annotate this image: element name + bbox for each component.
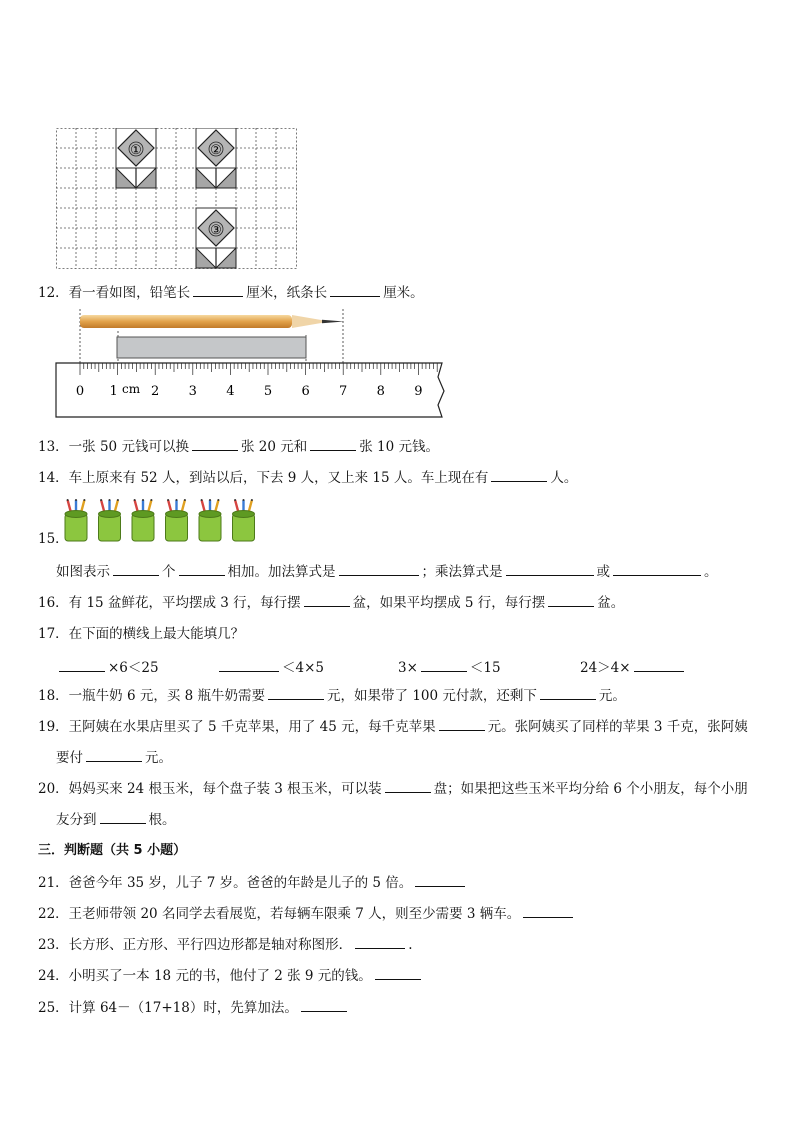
answer-blank-17a[interactable]: [59, 658, 105, 672]
question-17-title: 17．在下面的横线上最大能填几？: [38, 626, 245, 642]
ruler-number: 9: [414, 384, 423, 399]
question-23: 23．长方形、正方形、平行四边形都是轴对称图形． .: [38, 937, 413, 953]
answer-blank-18a[interactable]: [268, 686, 324, 700]
answer-blank-17b[interactable]: [219, 658, 279, 672]
question-21: 21．爸爸今年 35 岁，儿子 7 岁。爸爸的年龄是儿子的 5 倍。: [38, 873, 468, 892]
question-25: 25．计算 64－（17+18）时，先算加法。: [38, 998, 350, 1017]
question-20-line-2: 友分到 根。: [56, 812, 176, 828]
flower-shape-1: [116, 128, 156, 188]
question-15: 如图表示 个 相加。加法算式是 ；乘法算式是 或 。: [56, 564, 718, 580]
answer-blank-18b[interactable]: [540, 686, 596, 700]
inequality-2: ＜4×5: [216, 656, 324, 676]
answer-blank-23[interactable]: [355, 935, 405, 949]
ruler-number: 5: [263, 384, 273, 399]
answer-blank-25[interactable]: [301, 998, 347, 1012]
answer-blank-12b[interactable]: [330, 283, 380, 297]
question-18: 18．一瓶牛奶 6 元，买 8 瓶牛奶需要 元，如果带了 100 元付款，还剩下 元。: [38, 688, 626, 704]
pencil-cup: [233, 499, 255, 541]
flower-label-3: ③: [210, 223, 222, 238]
ruler-unit-label: cm: [122, 382, 141, 396]
answer-blank-20a[interactable]: [385, 779, 431, 793]
answer-blank-14[interactable]: [491, 468, 547, 482]
ruler-number: 1: [109, 384, 118, 399]
pencil-ruler-figure: [54, 305, 446, 421]
pencil-cup: [99, 499, 121, 541]
ruler-number: 2: [151, 384, 160, 399]
answer-blank-12a[interactable]: [193, 283, 243, 297]
answer-blank-22[interactable]: [523, 904, 573, 918]
question-22: 22．王老师带领 20 名同学去看展览，若每辆车限乘 7 人，则至少需要 3 辆车。: [38, 904, 576, 923]
ruler-number: 4: [226, 384, 235, 399]
question-19-line-2: 要付 元。: [56, 750, 172, 766]
paper-strip: [117, 337, 306, 358]
pencil-cup: [132, 499, 154, 541]
answer-blank-21[interactable]: [415, 873, 465, 887]
flower-shape-2: [196, 128, 236, 188]
answer-blank-15b[interactable]: [179, 562, 225, 576]
ruler-number: 6: [301, 384, 310, 399]
answer-blank-16b[interactable]: [548, 593, 594, 607]
ruler-number: 8: [376, 384, 385, 399]
answer-blank-13a[interactable]: [192, 437, 238, 451]
flower-label-2: ②: [210, 143, 222, 158]
flower-shape-3: [196, 208, 236, 268]
ruler-number: 0: [75, 384, 85, 399]
answer-blank-20b[interactable]: [100, 810, 146, 824]
answer-blank-19b[interactable]: [86, 748, 142, 762]
pencil-image: [80, 315, 344, 328]
question-19-line-1: 19．王阿姨在水果店里买了 5 千克苹果，用了 45 元，每千克苹果 元。张阿姨买了同样的苹果 3 千克，张阿姨: [38, 719, 748, 735]
answer-blank-19a[interactable]: [439, 717, 485, 731]
ruler-number: 3: [188, 384, 197, 399]
inequality-3: 3× ＜15: [398, 660, 501, 676]
question-24: 24．小明买了一本 18 元的书，他付了 2 张 9 元的钱。: [38, 966, 424, 985]
answer-blank-15c[interactable]: [339, 562, 419, 576]
answer-blank-24[interactable]: [375, 966, 421, 980]
question-20-line-1: 20．妈妈买来 24 根玉米，每个盘子装 3 根玉米，可以装 盘；如果把这些玉米平均分给 6 个小朋友，每个小朋: [38, 781, 748, 797]
answer-blank-15d[interactable]: [506, 562, 594, 576]
question-15-number: 15．: [38, 531, 69, 547]
ruler-number: 7: [339, 384, 348, 399]
answer-blank-17d[interactable]: [634, 658, 684, 672]
answer-blank-16a[interactable]: [304, 593, 350, 607]
question-13: 13．一张 50 元钱可以换 张 20 元和 张 10 元钱。: [38, 439, 439, 455]
question-12: 12．看一看如图，铅笔长 厘米，纸条长 厘米。: [38, 285, 424, 301]
grid-flower-figure: [56, 128, 298, 270]
pencil-cup: [166, 499, 188, 541]
ruler-image: [56, 363, 444, 417]
pencil-cups-figure: [62, 498, 262, 544]
pencil-cup: [199, 499, 221, 541]
section-3-heading: 三．判断题（共 5 小题）: [38, 843, 187, 858]
inequality-1: ×6＜25: [56, 656, 159, 676]
answer-blank-17c[interactable]: [421, 658, 467, 672]
flower-label-1: ①: [130, 143, 142, 158]
inequality-4: 24＞4×: [580, 656, 687, 676]
answer-blank-15a[interactable]: [113, 562, 159, 576]
answer-blank-13b[interactable]: [310, 437, 356, 451]
question-14: 14．车上原来有 52 人，到站以后，下去 9 人，又上来 15 人。车上现在有 人。: [38, 470, 578, 486]
answer-blank-15e[interactable]: [613, 562, 701, 576]
question-16: 16．有 15 盆鲜花，平均摆成 3 行，每行摆 盆，如果平均摆成 5 行，每行摆 盆。: [38, 595, 625, 611]
